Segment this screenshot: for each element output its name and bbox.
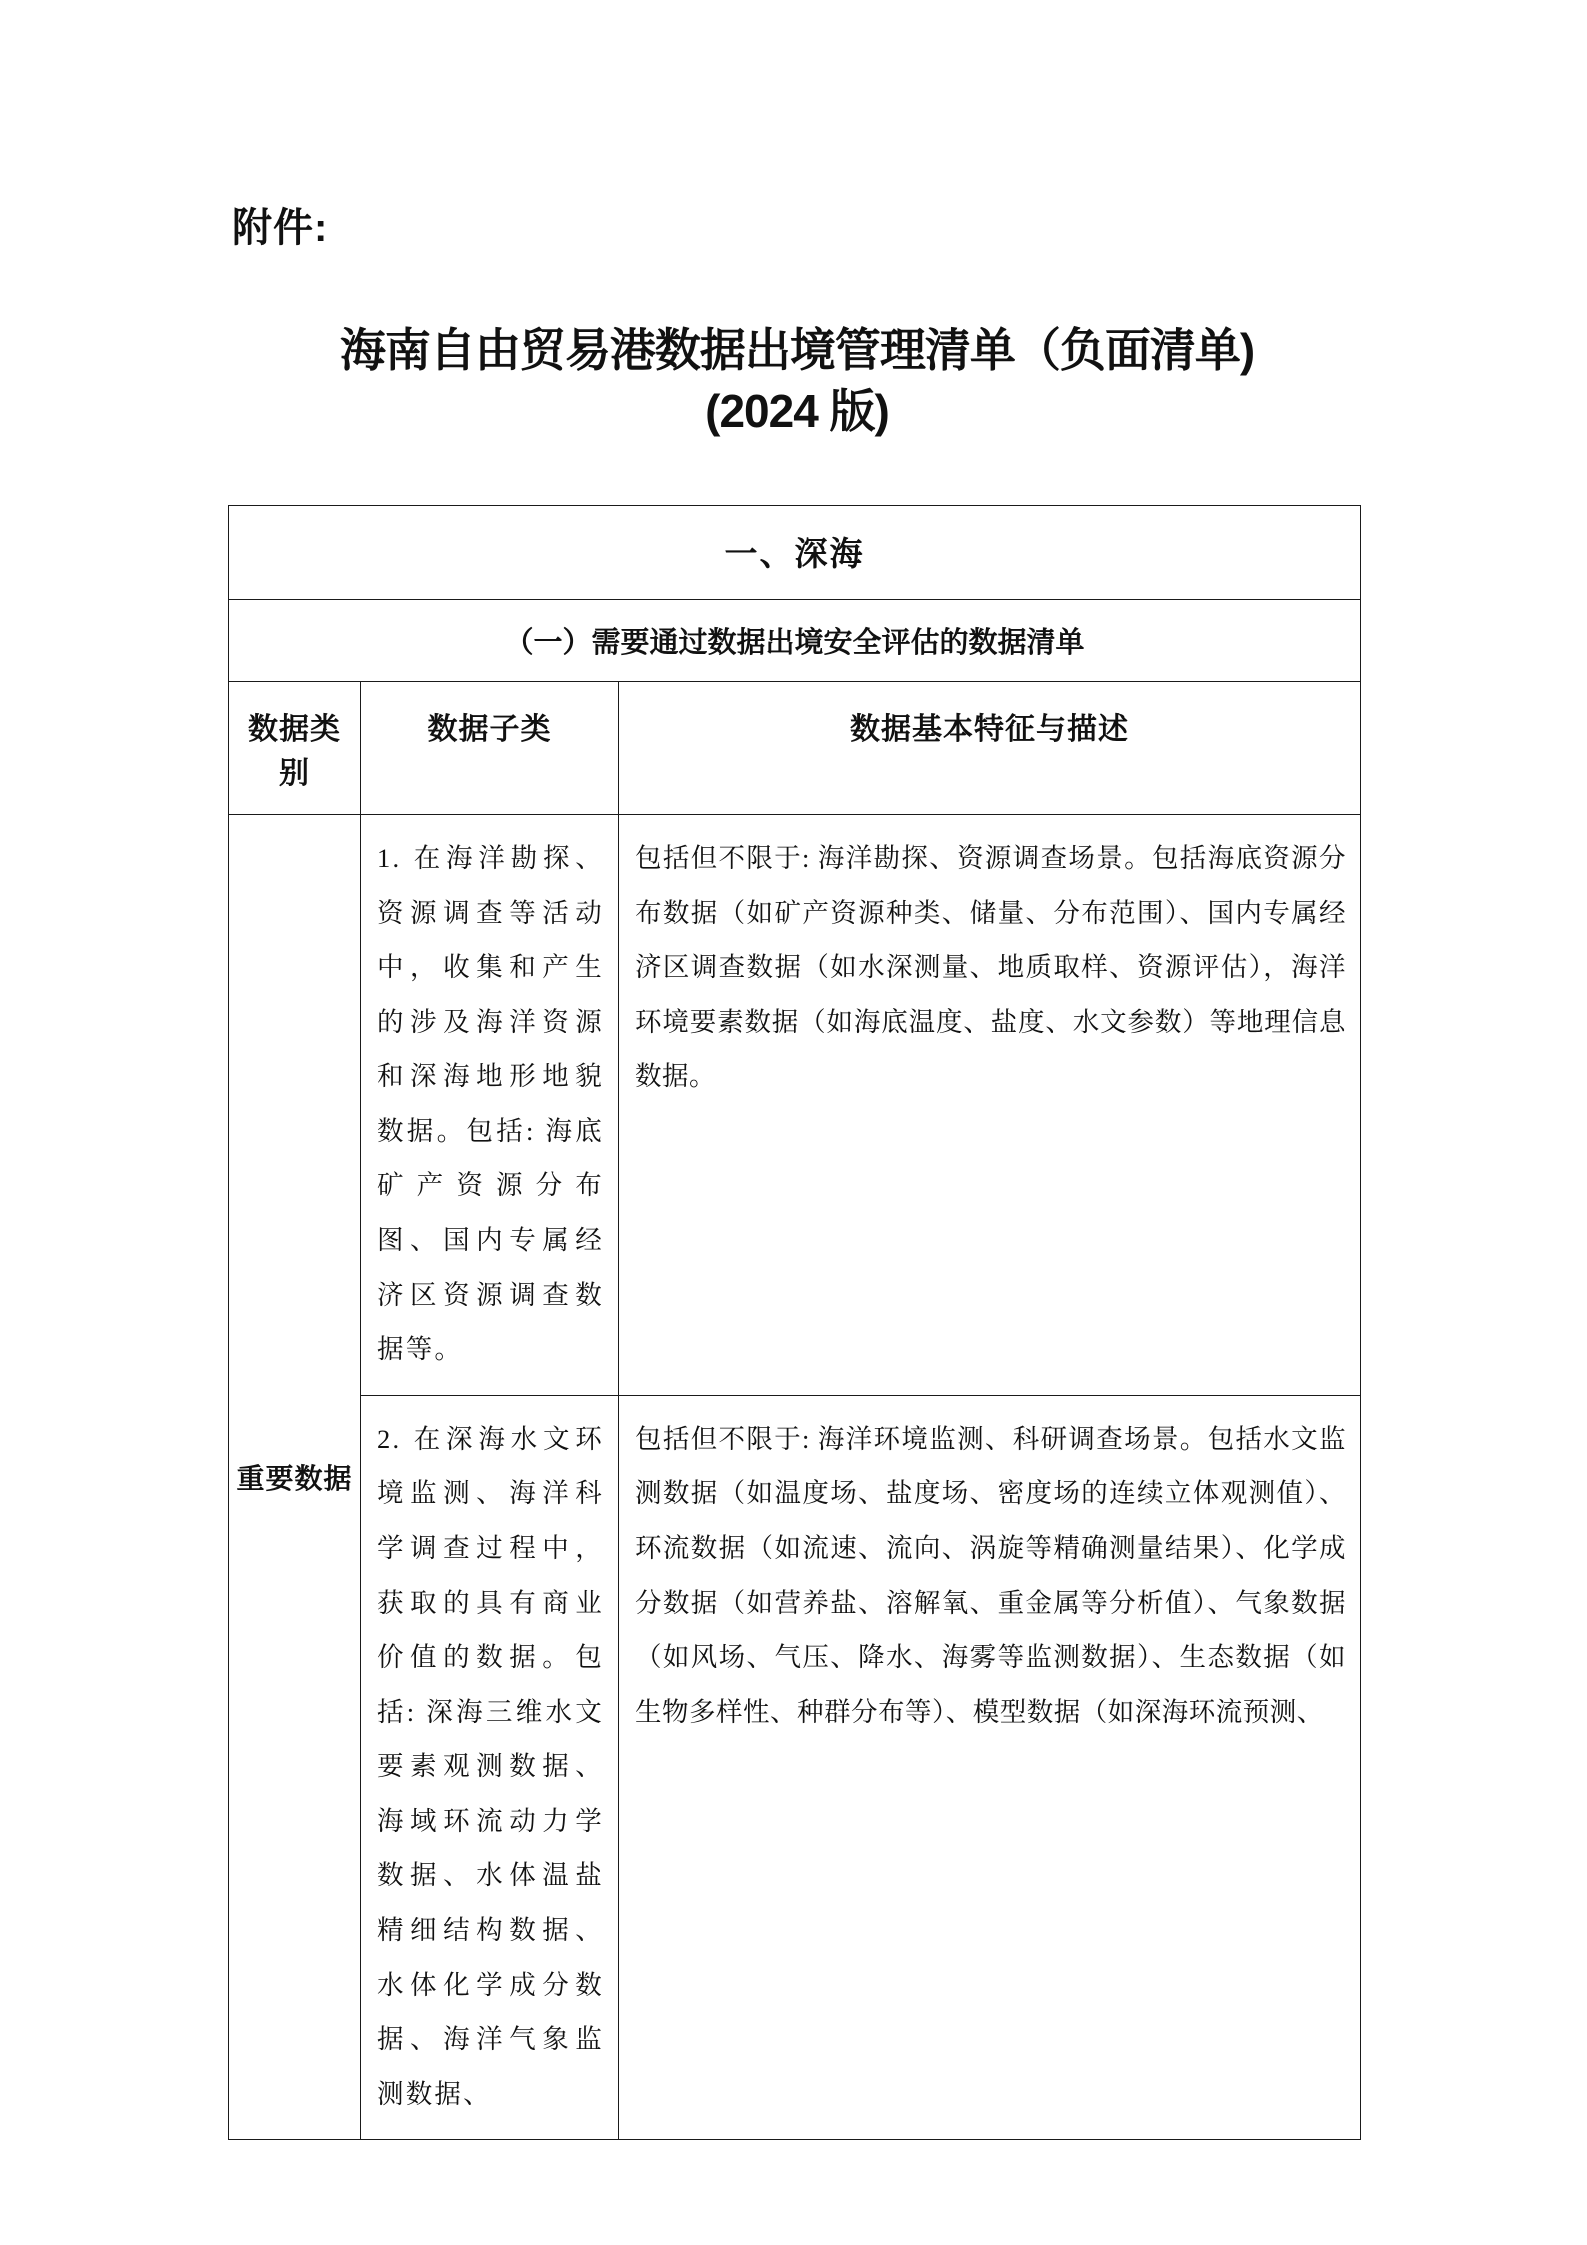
column-header-description: 数据基本特征与描述 (619, 682, 1361, 815)
section-heading: 一、深海 (229, 506, 1361, 600)
table-row (229, 815, 1361, 1396)
subsection-heading: （一）需要通过数据出境安全评估的数据清单 (229, 600, 1361, 682)
column-header-category: 数据类别 (229, 682, 361, 815)
page-title-line2: (2024 版) (705, 384, 889, 437)
column-header-subtype: 数据子类 (361, 682, 619, 815)
cell-category-important-data: 重要数据 (229, 815, 361, 2140)
page-title (232, 320, 1362, 441)
table-header-row (229, 682, 1361, 815)
cell-subtype-1: 1. 在海洋勘探、资源调查等活动中，收集和产生的涉及海洋资源和深海地形地貌数据。包括: 海底矿产资源分布图、国内专属经济区资源调查数据等。 (361, 815, 619, 1396)
attachment-label: 附件: (232, 206, 329, 250)
table-row (229, 1395, 1361, 2140)
data-table (228, 505, 1361, 2140)
cell-description-1: 包括但不限于: 海洋勘探、资源调查场景。包括海底资源分布数据（如矿产资源种类、储量、分布范围）、国内专属经济区调查数据（如水深测量、地质取样、资源评估），海洋环境要素数据（如海底温度、盐度、水文参数）等地理信息数据。 (619, 815, 1361, 1396)
cell-description-2: 包括但不限于: 海洋环境监测、科研调查场景。包括水文监测数据（如温度场、盐度场、密度场的连续立体观测值）、环流数据（如流速、流向、涡旋等精确测量结果）、化学成分数据（如营养盐、溶解氧、重金属等分析值）、气象数据（如风场、气压、降水、海雾等监测数据）、生态数据（如生物多样性、种群分布等）、模型数据（如深海环流预测、 (619, 1395, 1361, 2140)
cell-subtype-2: 2. 在深海水文环境监测、海洋科学调查过程中，获取的具有商业价值的数据。包括: 深海三维水文要素观测数据、海域环流动力学数据、水体温盐精细结构数据、水体化学成分数据、海洋气象监测数据、 (361, 1395, 619, 2140)
page-title-line1: 海南自由贸易港数据出境管理清单（负面清单) (339, 324, 1255, 376)
table-row-subsection-heading (229, 600, 1361, 682)
table-row-section-heading (229, 506, 1361, 600)
